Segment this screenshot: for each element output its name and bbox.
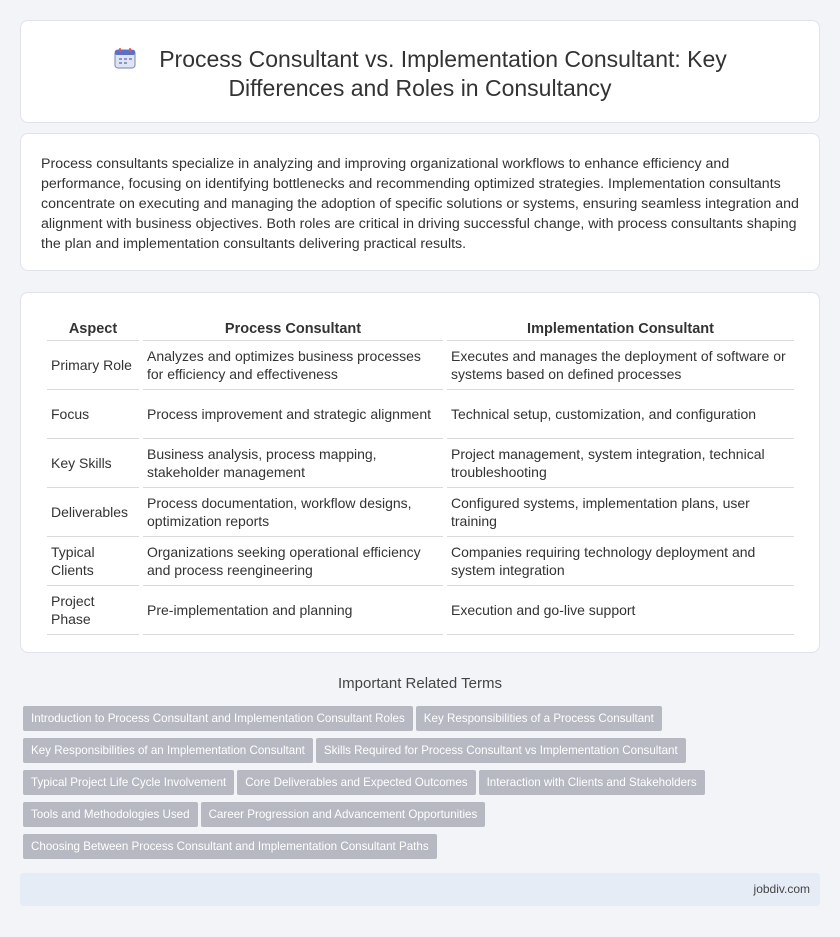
table-row [47, 439, 794, 488]
row-implementation: Configured systems, implementation plans, user training [447, 488, 794, 537]
related-term-tag[interactable]: Core Deliverables and Expected Outcomes [237, 770, 475, 795]
header-implementation-consultant: Implementation Consultant [447, 313, 794, 341]
header-aspect: Aspect [47, 313, 139, 341]
related-term-tag[interactable]: Typical Project Life Cycle Involvement [23, 770, 234, 795]
row-implementation: Executes and manages the deployment of software or systems based on defined processes [447, 341, 794, 390]
row-process: Process documentation, workflow designs, optimization reports [143, 488, 443, 537]
intro-card [20, 133, 820, 271]
comparison-table [43, 313, 798, 635]
row-process: Analyzes and optimizes business processes for efficiency and effectiveness [143, 341, 443, 390]
intro-paragraph: Process consultants specialize in analyzing and improving organizational workflows to enhance efficiency and performance, focusing on identifying bottlenecks and recommending optimized strategies. Implementation consultants concentrate on executing and managing the adoption of specific solutions or systems, ensuring seamless integration and alignment with business objectives. Both roles are critical in driving successful change, with process consultants shaping the plan and implementation consultants delivering practical results. [41, 156, 799, 252]
footer [20, 873, 820, 906]
title-line-2: Differences and Roles in Consultancy [228, 75, 612, 101]
header-process-consultant: Process Consultant [143, 313, 443, 341]
header-card [20, 20, 820, 123]
row-aspect: Key Skills [47, 439, 139, 488]
related-term-tag[interactable]: Career Progression and Advancement Opportunities [201, 802, 486, 827]
row-aspect: Primary Role [47, 341, 139, 390]
table-row [47, 341, 794, 390]
row-process: Pre-implementation and planning [143, 586, 443, 635]
row-aspect: Deliverables [47, 488, 139, 537]
row-aspect: Project Phase [47, 586, 139, 635]
table-header-row [47, 313, 794, 341]
row-implementation: Project management, system integration, technical troubleshooting [447, 439, 794, 488]
page-title [21, 45, 819, 103]
row-process: Business analysis, process mapping, stakeholder management [143, 439, 443, 488]
related-term-tag[interactable]: Key Responsibilities of a Process Consultant [416, 706, 662, 731]
comparison-table-card [20, 292, 820, 653]
related-term-tag[interactable]: Key Responsibilities of an Implementation Consultant [23, 738, 313, 763]
related-term-tag[interactable]: Choosing Between Process Consultant and Implementation Consultant Paths [23, 834, 437, 859]
row-implementation: Technical setup, customization, and configuration [447, 390, 794, 439]
calendar-icon [113, 46, 137, 70]
footer-site-link[interactable]: jobdiv.com [753, 882, 810, 896]
related-term-tag[interactable]: Interaction with Clients and Stakeholders [479, 770, 705, 795]
row-implementation: Companies requiring technology deployment and system integration [447, 537, 794, 586]
row-aspect: Focus [47, 390, 139, 439]
table-row [47, 586, 794, 635]
related-terms-title: Important Related Terms [338, 675, 502, 692]
related-term-tag[interactable]: Skills Required for Process Consultant vs Implementation Consultant [316, 738, 686, 763]
title-line-1: Process Consultant vs. Implementation Consultant: Key [159, 46, 727, 72]
table-row [47, 390, 794, 439]
related-terms-list [23, 706, 823, 866]
row-aspect: Typical Clients [47, 537, 139, 586]
table-row [47, 488, 794, 537]
related-term-tag[interactable]: Introduction to Process Consultant and Implementation Consultant Roles [23, 706, 413, 731]
row-implementation: Execution and go-live support [447, 586, 794, 635]
row-process: Process improvement and strategic alignment [143, 390, 443, 439]
row-process: Organizations seeking operational efficiency and process reengineering [143, 537, 443, 586]
related-term-tag[interactable]: Tools and Methodologies Used [23, 802, 198, 827]
table-row [47, 537, 794, 586]
